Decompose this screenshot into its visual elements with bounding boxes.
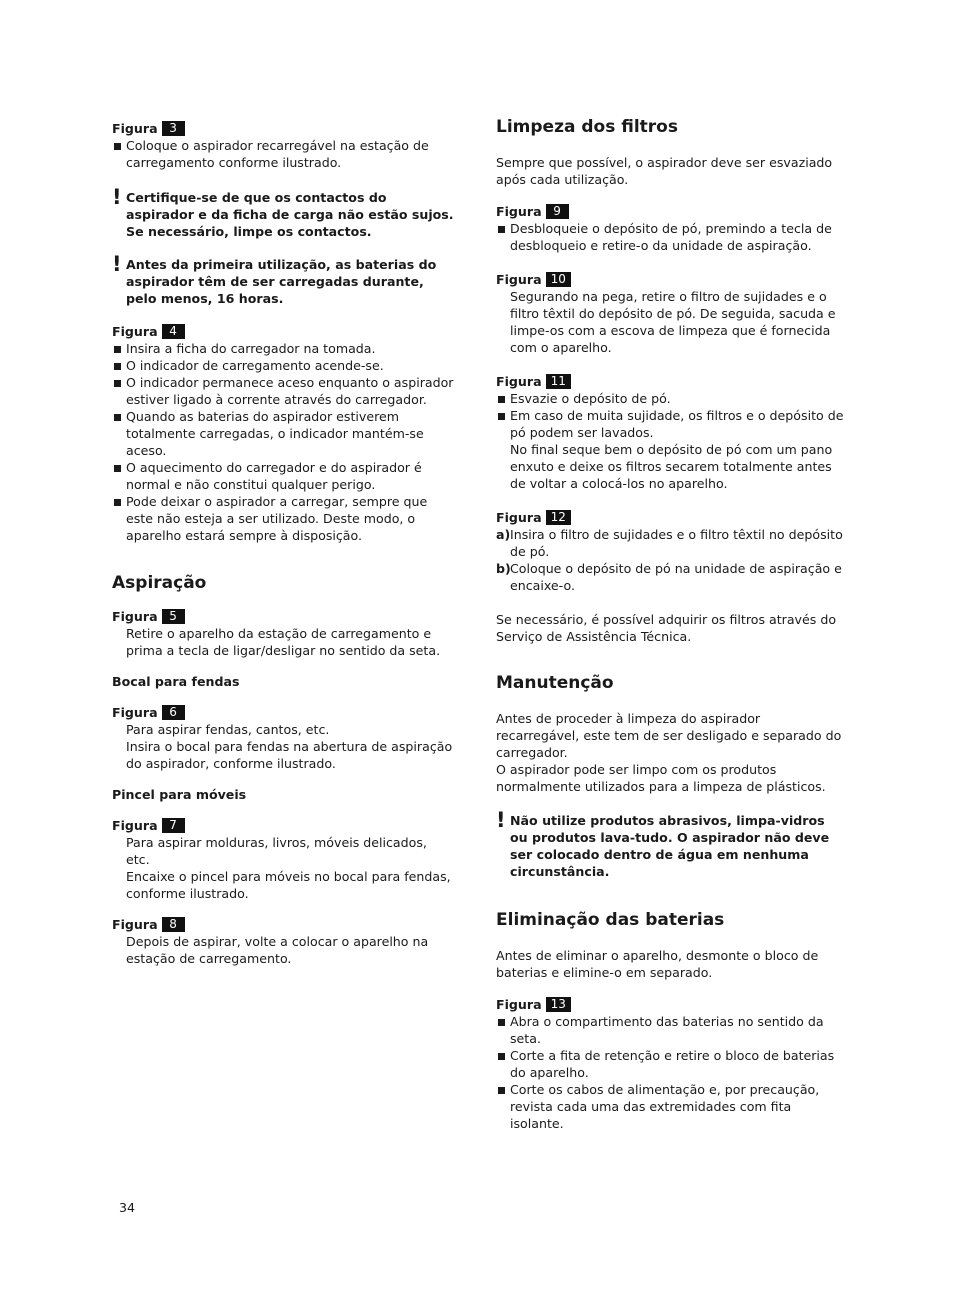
paragraph: Sempre que possível, o aspirador deve ser esvaziado após cada utilização. [496, 155, 833, 187]
figure-ref-8: Figura 8 [112, 916, 454, 933]
warning-note: ! Antes da primeira utilização, as baterias do aspirador têm de ser carregadas durante, pelo menos, 16 horas. [112, 252, 437, 306]
bullet-square-icon [114, 380, 121, 387]
list-item: O indicador de carregamento acende-se. [112, 357, 454, 374]
figure-ref-11: Figura 11 [496, 373, 846, 390]
figure-ref-13: Figura 13 [496, 996, 846, 1013]
exclamation-icon: ! [112, 252, 122, 276]
warning-note: ! Certifique-se de que os contactos do aspirador e da ficha de carga não estão sujos. Se necessário, limpe os contactos. [112, 185, 454, 239]
bullet-square-icon [498, 1019, 505, 1026]
list-item: b) Coloque o depósito de pó na unidade de aspiração e encaixe-o. [496, 561, 842, 593]
figure-ref-5: Figura 5 [112, 608, 454, 625]
bullet-list [112, 340, 454, 544]
bullet-list [112, 137, 454, 171]
list-item: a) Insira o filtro de sujidades e o filtro têxtil no depósito de pó. [496, 527, 843, 559]
instruction-text: No final seque bem o depósito de pó com um pano enxuto e deixe os filtros secarem totalmente antes de voltar a colocá-los no aparelho. [510, 442, 833, 491]
list-item: Insira a ficha do carregador na tomada. [112, 340, 454, 357]
exclamation-icon: ! [112, 185, 122, 209]
figure-ref-7: Figura 7 [112, 817, 454, 834]
figure-ref-4: Figura 4 [112, 323, 454, 340]
bullet-square-icon [114, 363, 121, 370]
list-item: Abra o compartimento das baterias no sentido da seta. [496, 1013, 846, 1047]
warning-note: ! Não utilize produtos abrasivos, limpa-vidros ou produtos lava-tudo. O aspirador não deve ser colocado dentro de água em nenhuma circunstância. [496, 808, 830, 879]
bullet-square-icon [114, 143, 121, 150]
list-item: Corte a fita de retenção e retire o bloco de baterias do aparelho. [496, 1047, 846, 1081]
paragraph: Antes de eliminar o aparelho, desmonte o bloco de baterias e elimine-o em separado. [496, 948, 819, 980]
bullet-square-icon [498, 226, 505, 233]
section-heading-eliminacao: Eliminação das baterias [496, 910, 725, 930]
subheading-pincel: Pincel para móveis [112, 787, 247, 802]
list-item: Corte os cabos de alimentação e, por precaução, revista cada uma das extremidades com fita isolante. [496, 1081, 846, 1132]
list-item: Pode deixar o aspirador a carregar, sempre que este não esteja a ser utilizado. Deste modo, o aparelho estará sempre à disposição. [112, 493, 454, 544]
bullet-square-icon [114, 346, 121, 353]
bullet-square-icon [498, 396, 505, 403]
lettered-list [496, 526, 846, 594]
instruction-text: Insira o bocal para fendas na abertura de aspiração do aspirador, conforme ilustrado. [126, 739, 453, 771]
list-item: Esvazie o depósito de pó. [496, 390, 846, 407]
list-item: Desbloqueie o depósito de pó, premindo a tecla de desbloqueio e retire-o da unidade de aspiração. [496, 220, 846, 254]
list-item: Quando as baterias do aspirador estiverem totalmente carregadas, o indicador mantém-se aceso. [112, 408, 454, 459]
instruction-text: Encaixe o pincel para móveis no bocal para fendas, conforme ilustrado. [126, 869, 451, 901]
bullet-square-icon [498, 1053, 505, 1060]
list-item: O aquecimento do carregador e do aspirador é normal e não constitui qualquer perigo. [112, 459, 454, 493]
list-item: O indicador permanece aceso enquanto o aspirador estiver ligado à corrente através do carregador. [112, 374, 454, 408]
instruction-text: Depois de aspirar, volte a colocar o aparelho na estação de carregamento. [126, 934, 429, 966]
figure-ref-12: Figura 12 [496, 509, 846, 526]
bullet-list [496, 220, 846, 254]
bullet-square-icon [114, 499, 121, 506]
list-item: Coloque o aspirador recarregável na estação de carregamento conforme ilustrado. [112, 137, 454, 171]
list-item: Em caso de muita sujidade, os filtros e o depósito de pó podem ser lavados. [496, 407, 846, 441]
section-heading-limpeza: Limpeza dos filtros [496, 117, 678, 137]
instruction-text: Para aspirar molduras, livros, móveis delicados, etc. [126, 835, 427, 867]
instruction-text: Para aspirar fendas, cantos, etc. [126, 722, 330, 737]
bullet-list [496, 390, 846, 441]
instruction-text: Retire o aparelho da estação de carregamento e prima a tecla de ligar/desligar no sentido da seta. [126, 626, 441, 658]
bullet-list [496, 1013, 846, 1132]
left-column [112, 120, 454, 967]
subheading-bocal: Bocal para fendas [112, 674, 240, 689]
bullet-square-icon [114, 465, 121, 472]
right-column [496, 116, 846, 1132]
paragraph: Se necessário, é possível adquirir os filtros através do Serviço de Assistência Técnica. [496, 612, 837, 644]
page-number: 34 [119, 1200, 136, 1215]
paragraph: Antes de proceder à limpeza do aspirador recarregável, este tem de ser desligado e separado do carregador. O aspirador pode ser limpo com os produtos normalmente utilizados para a limpeza de plásticos. [496, 711, 842, 794]
figure-ref-10: Figura 10 [496, 271, 846, 288]
bullet-square-icon [114, 414, 121, 421]
bullet-square-icon [498, 413, 505, 420]
figure-ref-3: Figura 3 [112, 120, 454, 137]
figure-ref-9: Figura 9 [496, 203, 846, 220]
section-heading-aspiracao: Aspiração [112, 573, 207, 593]
figure-ref-6: Figura 6 [112, 704, 454, 721]
bullet-square-icon [498, 1087, 505, 1094]
section-heading-manutencao: Manutenção [496, 673, 614, 693]
exclamation-icon: ! [496, 808, 506, 832]
instruction-text: Segurando na pega, retire o filtro de sujidades e o filtro têxtil do depósito de pó. De seguida, sacuda e limpe-os com a escova de limpeza que é fornecida com o aparelho. [510, 289, 836, 355]
